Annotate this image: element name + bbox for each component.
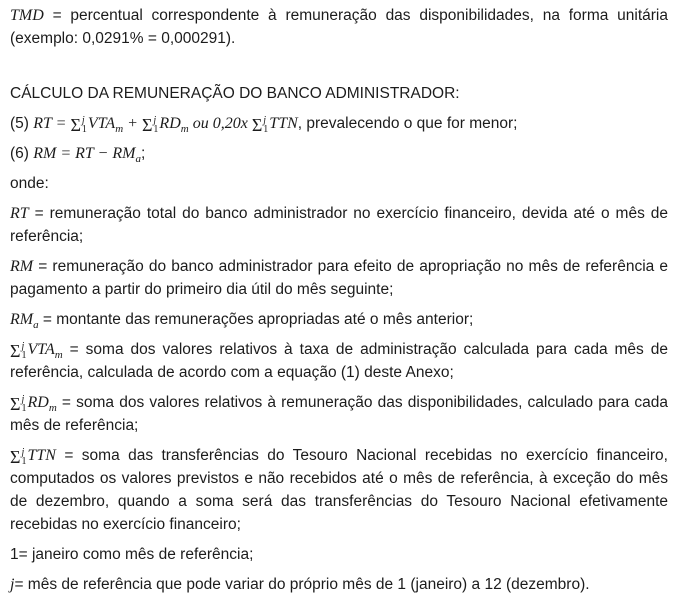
sigma-lower-limit: 1 xyxy=(81,124,87,135)
sigma-limits xyxy=(82,116,87,134)
math-run-with-subscript: $VTA_m$ xyxy=(87,115,124,136)
text-run: CÁLCULO DA REMUNERAÇÃO DO BANCO ADMINISTRADOR: xyxy=(10,85,460,102)
sigma-lower-limit: 1 xyxy=(21,403,27,414)
sigma-lower-limit: 1 xyxy=(153,124,159,135)
rm-definition xyxy=(10,255,668,301)
sigma-glyph: Σ xyxy=(251,115,263,135)
sigma-upper-limit: j xyxy=(21,341,25,352)
math-run: ou 0,20x xyxy=(188,115,252,132)
math-run: TTN xyxy=(27,447,56,464)
equation-6 xyxy=(10,142,668,165)
math-run: RT = xyxy=(33,115,71,132)
math-run-with-subscript: $RM_a$ xyxy=(10,311,39,332)
sum-vta-definition xyxy=(10,338,668,384)
sigma-upper-limit: j xyxy=(81,115,85,126)
math-subscript: m xyxy=(54,349,63,362)
summation-symbol xyxy=(10,342,26,360)
j-definition xyxy=(10,573,668,596)
sigma-glyph: Σ xyxy=(141,115,153,135)
equation-5 xyxy=(10,112,668,135)
tmd-definition xyxy=(10,4,668,50)
math-run-with-subscript: $RD_m$ xyxy=(159,115,189,136)
sigma-glyph: Σ xyxy=(10,341,21,361)
math-run: RT xyxy=(10,205,29,222)
onde-label xyxy=(10,172,668,195)
sigma-limits xyxy=(263,116,268,134)
text-run: = remuneração do banco administrador para efeito de apropriação no mês de referência e pagamento a partir do primeiro dia útil do mês seguinte; xyxy=(10,258,668,298)
math-run: TMD xyxy=(10,7,44,24)
math-subscript: m xyxy=(48,402,57,415)
document-body xyxy=(10,4,668,596)
math-subscript: a xyxy=(33,319,39,332)
text-run: onde: xyxy=(10,175,49,192)
math-run: RM = RT − xyxy=(33,145,113,162)
sigma-limits xyxy=(21,395,26,413)
text-run: ; xyxy=(140,145,146,162)
math-run: RM xyxy=(10,258,34,275)
sigma-glyph: Σ xyxy=(10,394,21,414)
sigma-glyph: Σ xyxy=(70,115,81,135)
text-run: = soma das transferências do Tesouro Nacional recebidas no exercício financeiro, computados os valores previstos e não recebidos até o mês de referência, à exceção do mês de dezembro, quando a soma será das transferências do Tesouro Nacional efetivamente recebidas no exercício financeiro; xyxy=(10,447,668,533)
text-run: = percentual correspondente à remuneração das disponibilidades, na forma unitária (exemplo: 0,0291% = 0,000291). xyxy=(10,7,668,47)
math-subscript: m xyxy=(180,123,189,136)
sigma-lower-limit: 1 xyxy=(21,456,27,467)
summation-symbol xyxy=(10,395,26,413)
sigma-upper-limit: j xyxy=(21,394,25,405)
text-run: (5) xyxy=(10,115,34,132)
sigma-limits xyxy=(153,116,158,134)
sigma-upper-limit: j xyxy=(153,115,157,126)
math-subscript: a xyxy=(135,153,141,166)
math-run: j xyxy=(10,576,15,593)
sum-rd-definition xyxy=(10,391,668,437)
text-run: , prevalecendo o que for menor; xyxy=(297,115,518,132)
sigma-upper-limit: j xyxy=(21,447,25,458)
sum-ttn-definition xyxy=(10,444,668,536)
summation-symbol xyxy=(10,448,26,466)
text-run: = remuneração total do banco administrador no exercício financeiro, devida até o mês de referência; xyxy=(10,205,668,245)
rt-definition xyxy=(10,202,668,248)
text-run: 1= janeiro como mês de referência; xyxy=(10,546,254,563)
text-run: = soma dos valores relativos à taxa de administração calculada para cada mês de referência, calculada de acordo com a equação (1) deste Anexo; xyxy=(10,341,668,381)
one-definition xyxy=(10,543,668,566)
sigma-limits xyxy=(21,448,26,466)
sigma-glyph: Σ xyxy=(10,447,21,467)
math-run: TTN xyxy=(269,115,298,132)
section-heading xyxy=(10,82,668,105)
math-run-with-subscript: $RM_a$ xyxy=(112,145,141,166)
summation-symbol xyxy=(70,116,86,134)
rma-definition xyxy=(10,308,668,331)
sigma-lower-limit: 1 xyxy=(21,350,27,361)
math-run-with-subscript: $VTA_m$ xyxy=(27,341,63,362)
sigma-upper-limit: j xyxy=(263,115,267,126)
text-run: = montante das remunerações apropriadas até o mês anterior; xyxy=(38,311,474,328)
math-run: + xyxy=(123,115,142,132)
text-run: (6) xyxy=(10,145,34,162)
math-run-with-subscript: $RD_m$ xyxy=(27,394,57,415)
text-run: = soma dos valores relativos à remuneração das disponibilidades, calculado para cada mês de referência; xyxy=(10,394,668,434)
summation-symbol xyxy=(142,116,158,134)
sigma-limits xyxy=(21,342,26,360)
text-run: = mês de referência que pode variar do próprio mês de 1 (janeiro) a 12 (dezembro). xyxy=(14,576,590,593)
summation-symbol xyxy=(252,116,268,134)
sigma-lower-limit: 1 xyxy=(263,124,269,135)
math-subscript: m xyxy=(115,123,124,136)
